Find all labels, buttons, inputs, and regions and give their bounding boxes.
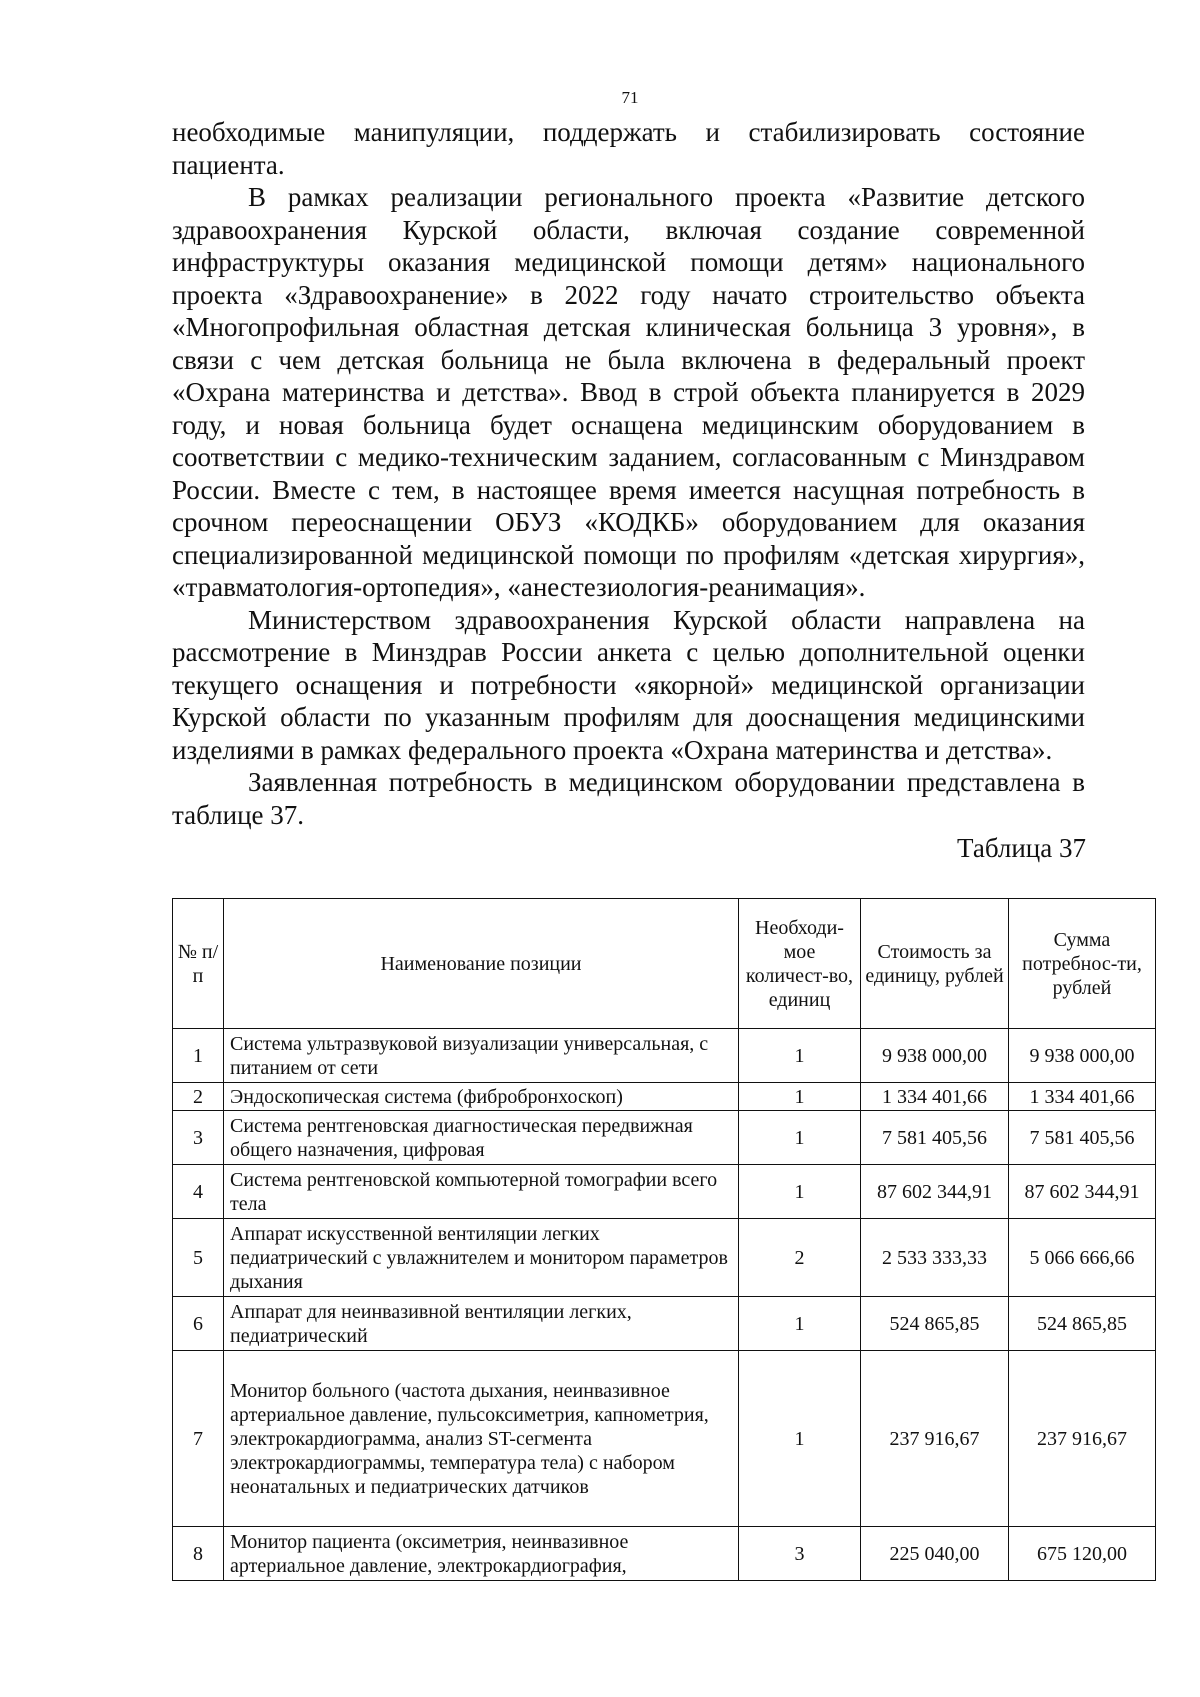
row-num: 7	[173, 1351, 224, 1527]
table-row	[173, 1111, 1156, 1165]
row-price: 87 602 344,91	[861, 1165, 1009, 1219]
row-price: 2 533 333,33	[861, 1219, 1009, 1297]
row-num: 8	[173, 1527, 224, 1581]
table-header-row	[173, 899, 1156, 1029]
row-name: Эндоскопическая система (фибробронхоскоп)	[224, 1083, 739, 1111]
row-price: 524 865,85	[861, 1297, 1009, 1351]
row-price: 237 916,67	[861, 1351, 1009, 1527]
row-sum: 1 334 401,66	[1009, 1083, 1156, 1111]
row-name: Аппарат искусственной вентиляции легких педиатрический с увлажнителем и монитором параметров дыхания	[224, 1219, 739, 1297]
paragraph-1: необходимые манипуляции, поддержать и стабилизировать состояние пациента.	[172, 117, 1085, 180]
table-row	[173, 1527, 1156, 1581]
row-name: Система рентгеновской компьютерной томографии всего тела	[224, 1165, 739, 1219]
table-row	[173, 1165, 1156, 1219]
header-num: № п/п	[173, 899, 224, 1029]
row-qty: 3	[739, 1527, 861, 1581]
row-qty: 1	[739, 1029, 861, 1083]
row-num: 6	[173, 1297, 224, 1351]
row-sum: 237 916,67	[1009, 1351, 1156, 1527]
row-num: 2	[173, 1083, 224, 1111]
row-sum: 7 581 405,56	[1009, 1111, 1156, 1165]
row-num: 4	[173, 1165, 224, 1219]
header-qty: Необходи-мое количест-во, единиц	[739, 899, 861, 1029]
row-price: 7 581 405,56	[861, 1111, 1009, 1165]
paragraph-2: В рамках реализации регионального проекта «Развитие детского здравоохранения Курской области, включая создание современной инфраструктуры оказания медицинской помощи детям» национального проекта «Здравоохранение» в 2022 году начато строительство объекта «Многопрофильная областная детская клиническая больница 3 уровня», в связи с чем детская больница не была включена в федеральный проект «Охрана материнства и детства». Ввод в строй объекта планируется в 2029 году, и новая больница будет оснащена медицинским оборудованием в соответствии с медико-техническим заданием, согласованным с Минздравом России. Вместе с тем, в настоящее время имеется насущная потребность в срочном переоснащении ОБУЗ «КОДКБ» оборудованием для оказания специализированной медицинской помощи по профилям «детская хирургия», «травматология-ортопедия», «анестезиология-реанимация».	[172, 182, 1085, 602]
row-sum: 9 938 000,00	[1009, 1029, 1156, 1083]
row-sum: 5 066 666,66	[1009, 1219, 1156, 1297]
header-price: Стоимость за единицу, рублей	[861, 899, 1009, 1029]
header-sum: Сумма потребнос-ти, рублей	[1009, 899, 1156, 1029]
row-qty: 1	[739, 1083, 861, 1111]
row-price: 1 334 401,66	[861, 1083, 1009, 1111]
row-sum: 524 865,85	[1009, 1297, 1156, 1351]
row-name: Система ультразвуковой визуализации универсальная, с питанием от сети	[224, 1029, 739, 1083]
row-qty: 1	[739, 1165, 861, 1219]
body-text	[172, 116, 1085, 831]
table-caption: Таблица 37	[957, 833, 1086, 863]
table-row	[173, 1219, 1156, 1297]
row-sum: 675 120,00	[1009, 1527, 1156, 1581]
paragraph-3: Министерством здравоохранения Курской области направлена на рассмотрение в Минздрав России анкета с целью дополнительной оценки текущего оснащения и потребности «якорной» медицинской организации Курской области по указанным профилям для дооснащения медицинскими изделиями в рамках федерального проекта «Охрана материнства и детства».	[172, 604, 1085, 765]
row-sum: 87 602 344,91	[1009, 1165, 1156, 1219]
table-row	[173, 1297, 1156, 1351]
row-name: Аппарат для неинвазивной вентиляции легких, педиатрический	[224, 1297, 739, 1351]
paragraph-4: Заявленная потребность в медицинском оборудовании представлена в таблице 37.	[172, 767, 1085, 830]
page-number: 71	[621, 88, 639, 107]
table-row	[173, 1351, 1156, 1527]
equipment-needs-table	[172, 898, 1156, 1581]
row-qty: 1	[739, 1297, 861, 1351]
row-price: 9 938 000,00	[861, 1029, 1009, 1083]
row-num: 5	[173, 1219, 224, 1297]
row-name: Монитор пациента (оксиметрия, неинвазивное артериальное давление, электрокардиография,	[224, 1527, 739, 1581]
row-name: Монитор больного (частота дыхания, неинвазивное артериальное давление, пульсоксиметрия, капнометрия, электрокардиограмма, анализ ST-сегмента электрокардиограммы, температура тела) с набором неонатальных и педиатрических датчиков	[224, 1351, 739, 1527]
row-num: 3	[173, 1111, 224, 1165]
header-name: Наименование позиции	[224, 899, 739, 1029]
row-num: 1	[173, 1029, 224, 1083]
row-qty: 1	[739, 1351, 861, 1527]
row-price: 225 040,00	[861, 1527, 1009, 1581]
table-row	[173, 1029, 1156, 1083]
table-row	[173, 1083, 1156, 1111]
row-name: Система рентгеновская диагностическая передвижная общего назначения, цифровая	[224, 1111, 739, 1165]
row-qty: 1	[739, 1111, 861, 1165]
row-qty: 2	[739, 1219, 861, 1297]
